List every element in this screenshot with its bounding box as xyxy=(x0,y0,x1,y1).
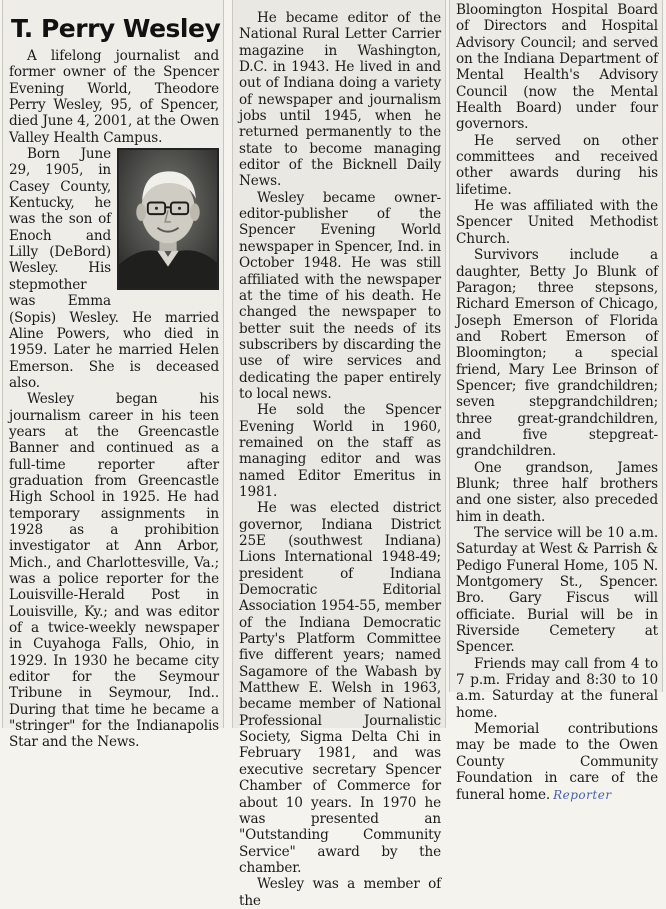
portrait-photo xyxy=(117,148,219,290)
paragraph-church: He was affiliated with the Spencer United Methodist Church. xyxy=(456,198,658,247)
paragraph-member-continued: Wesley was a member of the xyxy=(239,876,441,909)
column-3-text xyxy=(456,2,658,803)
paragraph-career-early: Wesley began his journalism career in his teen years at the Greencastle Banner and continued as a full-time reporter after graduation from Greencastle High School in 1925. He had temporary assignments in 1928 as a prohibition investigator at Ann Arbor, Mich., and Charlottesville, Va.; was a police reporter for the Louisville-Herald Post in Louisville, Ky.; and was editor of a twice-weekly newspaper in Cuyahoga Falls, Ohio, in 1929. In 1930 he became city editor for the Seymour Tribune in Seymour, Ind.. During that time he became a "stringer" for the Indianapolis Star and the News. xyxy=(9,391,219,751)
clipping-column-2 xyxy=(232,0,446,909)
clipping-column-1 xyxy=(2,0,224,751)
handwritten-signature: Reporter xyxy=(553,787,612,802)
column-1-text xyxy=(9,14,219,751)
paragraph-committees: He served on other committees and received other awards during his lifetime. xyxy=(456,132,658,198)
column-2-text xyxy=(239,10,441,909)
paragraph-preceded: One grandson, James Blunk; three half brothers and one sister, also preceded him in death. xyxy=(456,459,658,525)
paragraph-sold-newspaper: He sold the Spencer Evening World in 1960, remained on the staff as managing editor and was named Editor Emeritus in 1981. xyxy=(239,402,441,500)
clipping-column-3 xyxy=(449,0,663,803)
paragraph-owner-publisher: Wesley became owner-editor-publisher of the Spencer Evening World newspaper in Spencer, Ind. in October 1948. He was still affiliated with the newspaper at the time of his death. He changed the newspaper to better suit the needs of its subscribers by discarding the use of wire services and dedicating the paper entirely to local news. xyxy=(239,189,441,402)
paragraph-birth: Born June 29, 1905, in Casey County, Kentucky, he was the son of Enoch and Lilly (DeBord) Wesley. His stepmother was Emma (Sopis) Wesley. He married Aline Powers, who died in 1959. Later he married Helen Emerson. She is deceased also. xyxy=(9,146,219,391)
paragraph-intro: A lifelong journalist and former owner of the Spencer Evening World, Theodore Perry Wesley, 95, of Spencer, died June 4, 2001, at the Owen Valley Health Campus. xyxy=(9,48,219,146)
paragraph-survivors: Survivors include a daughter, Betty Jo Blunk of Paragon; three stepsons, Richard Emerson of Chicago, Joseph Emerson of Florida and Robert Emerson of Bloomington; a special friend, Mary Lee Brinson of Spencer; five grandchildren; seven stepgrandchildren; three great-grandchildren, and five stepgreat-grandchildren. xyxy=(456,247,658,460)
paragraph-editor-career: He became editor of the National Rural Letter Carrier magazine in Washington, D.C. in 1943. He lived in and out of Indiana doing a variety of newspaper and journalism jobs until 1945, when he returned permanently to the state to become managing editor of the Bicknell Daily News. xyxy=(239,10,441,190)
paragraph-visitation: Friends may call from 4 to 7 p.m. Friday and 8:30 to 10 a.m. Saturday at the funeral home. xyxy=(456,655,658,721)
paragraph-service: The service will be 10 a.m. Saturday at West & Parrish & Pedigo Funeral Home, 105 N. Montgomery St., Spencer. Bro. Gary Fiscus will officiate. Burial will be in Riverside Cemetery at Spencer. xyxy=(456,525,658,656)
paragraph-memorial xyxy=(456,721,658,803)
paragraph-civic-roles: He was elected district governor, Indiana District 25E (southwest Indiana) Lions International 1948-49; president of Indiana Democratic Editorial Association 1954-55, member of the Indiana Democratic Party's Platform Committee five different years; named Sagamore of the Wabash by Matthew E. Welsh in 1963, became member of National Professional Journalistic Society, Sigma Delta Chi in February 1981, and was executive secretary Spencer Chamber of Commerce for about 10 years. In 1970 he was presented an "Outstanding Community Service" award by the chamber. xyxy=(239,500,441,876)
memorial-text: Memorial contributions may be made to the Owen County Community Foundation in care of the funeral home. xyxy=(456,721,658,803)
paragraph-hospital-board: Bloomington Hospital Board of Directors and Hospital Advisory Council; and served on the Indiana Department of Mental Health's Advisory Council (now the Mental Health Board) under four governors. xyxy=(456,2,658,133)
obituary-title: T. Perry Wesley xyxy=(11,14,221,43)
